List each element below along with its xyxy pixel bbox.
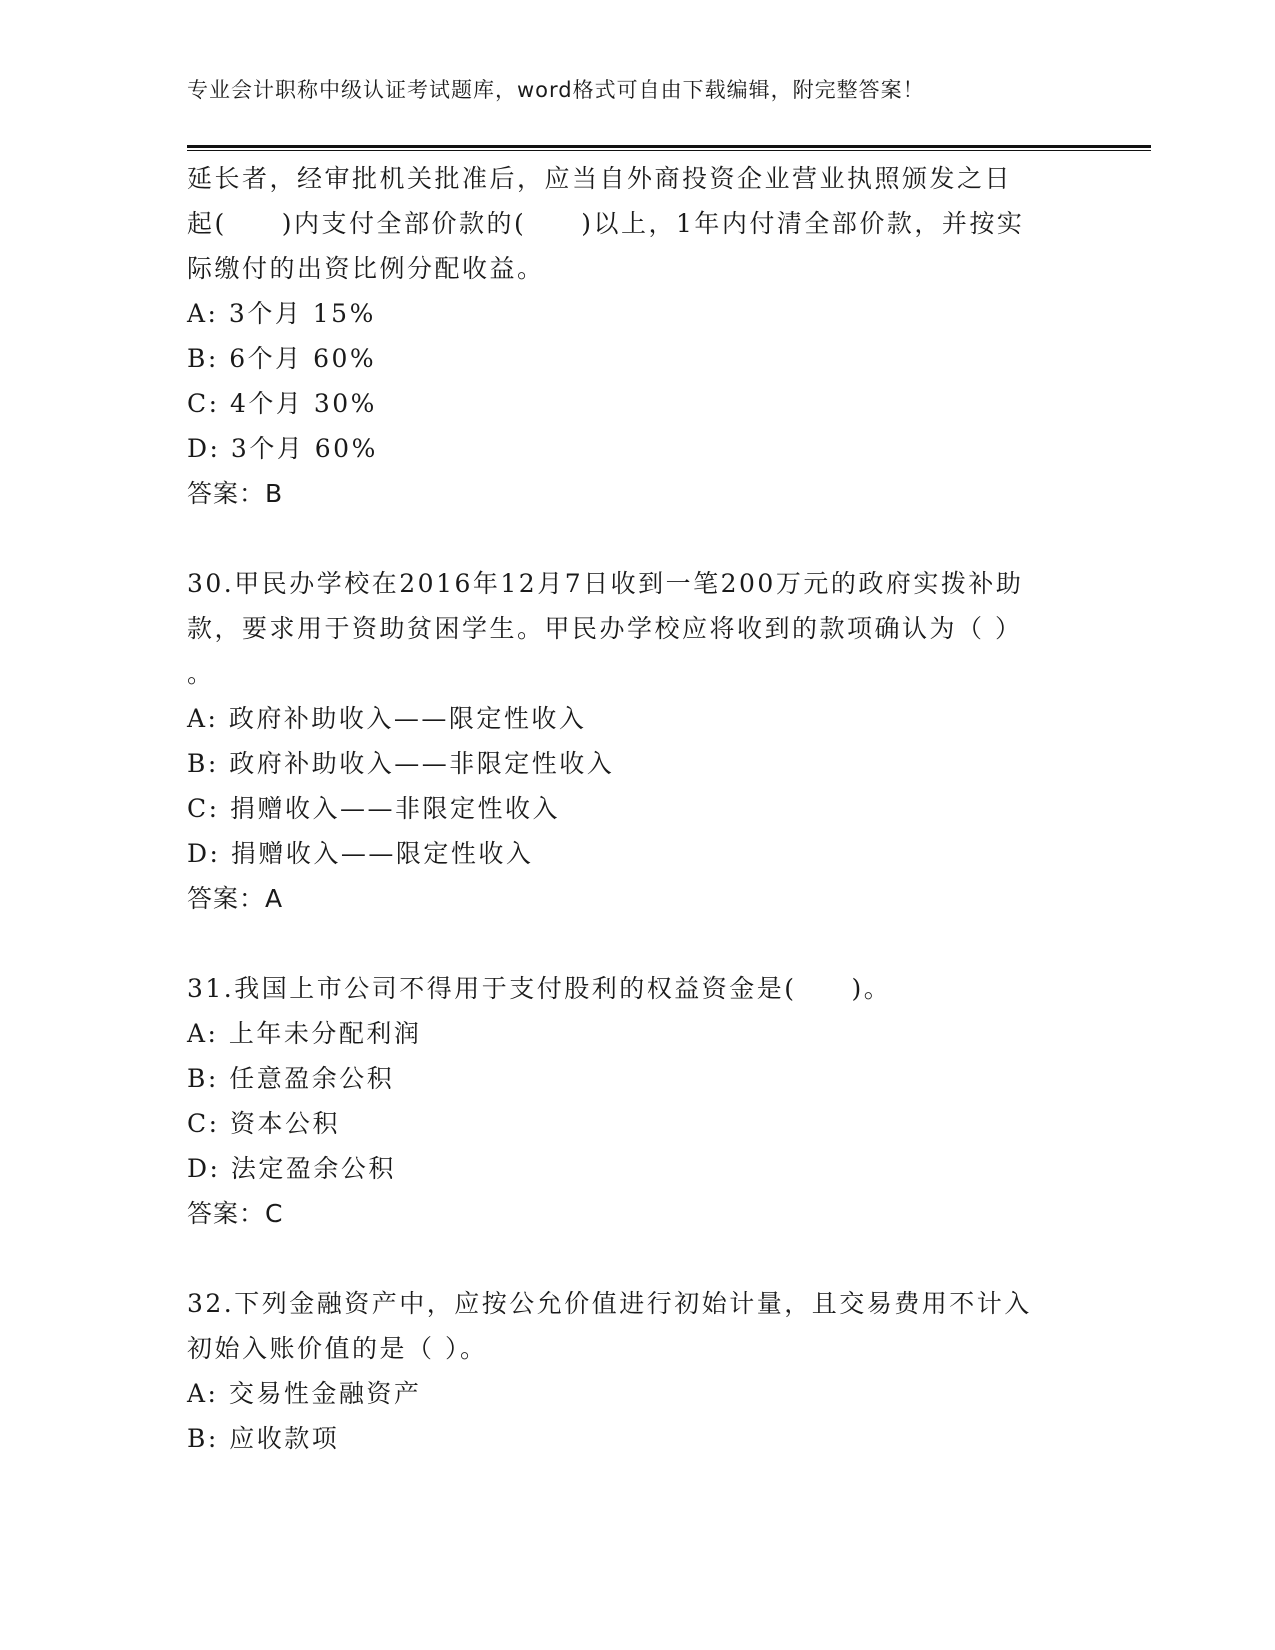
question-text-line: 30.甲民办学校在2016年12月7日收到一笔200万元的政府实拨补助	[187, 569, 1024, 598]
option-d: D: 3个月 60%	[187, 434, 378, 463]
question-block	[187, 561, 1087, 921]
header-rule-thin	[187, 150, 1151, 151]
header-rule-thick	[187, 145, 1151, 148]
question-text-line: 延长者，经审批机关批准后，应当自外商投资企业营业执照颁发之日	[187, 164, 1013, 193]
spacer	[187, 1236, 1087, 1281]
question-text-line: 初始入账价值的是（ ）。	[187, 1334, 488, 1363]
question-block	[187, 156, 1087, 516]
option-b: B: 政府补助收入——非限定性收入	[187, 749, 615, 778]
option-a: A: 上年未分配利润	[187, 1019, 422, 1048]
question-text-line: 32.下列金融资产中，应按公允价值进行初始计量，且交易费用不计入	[187, 1289, 1032, 1318]
question-block	[187, 966, 1087, 1236]
option-a: A: 政府补助收入——限定性收入	[187, 704, 587, 733]
question-text-line: 。	[187, 659, 215, 688]
spacer	[187, 516, 1087, 561]
spacer	[187, 921, 1087, 966]
option-c: C: 4个月 30%	[187, 389, 377, 418]
option-c: C: 资本公积	[187, 1109, 340, 1138]
option-b: B: 应收款项	[187, 1424, 340, 1453]
option-a: A: 交易性金融资产	[187, 1379, 422, 1408]
question-text-line: 31.我国上市公司不得用于支付股利的权益资金是( )。	[187, 974, 892, 1003]
answer-line: 答案：C	[187, 1199, 284, 1228]
question-text-line: 际缴付的出资比例分配收益。	[187, 254, 545, 283]
question-text-line: 款，要求用于资助贫困学生。甲民办学校应将收到的款项确认为（ ）	[187, 614, 1023, 643]
option-d: D: 法定盈余公积	[187, 1154, 396, 1183]
question-block	[187, 1281, 1087, 1461]
option-d: D: 捐赠收入——限定性收入	[187, 839, 534, 868]
question-text-line: 起( )内支付全部价款的( )以上，1年内付清全部价款，并按实	[187, 209, 1025, 238]
page-header: 专业会计职称中级认证考试题库，word格式可自由下载编辑，附完整答案！	[187, 78, 925, 102]
option-b: B: 6个月 60%	[187, 344, 377, 373]
question-list	[187, 156, 1087, 1461]
option-a: A: 3个月 15%	[187, 299, 376, 328]
answer-line: 答案：B	[187, 479, 284, 508]
option-b: B: 任意盈余公积	[187, 1064, 395, 1093]
option-c: C: 捐赠收入——非限定性收入	[187, 794, 560, 823]
answer-line: 答案：A	[187, 884, 284, 913]
